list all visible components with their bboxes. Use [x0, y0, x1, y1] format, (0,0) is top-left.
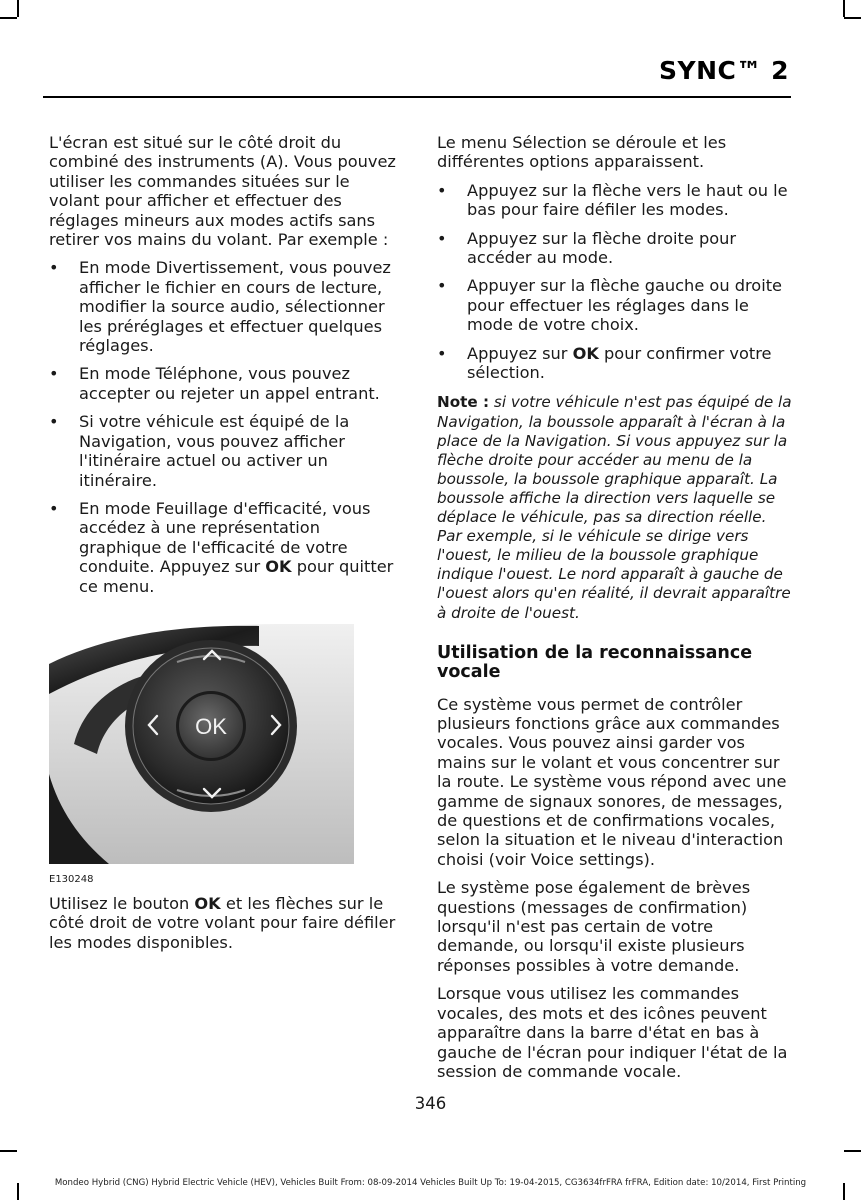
page-number: 346	[414, 1094, 447, 1113]
crop-mark-top-left-v	[17, 0, 19, 17]
menu-intro-paragraph: Le menu Sélection se déroule et les différentes options apparaissent.	[437, 133, 727, 172]
note-paragraph	[437, 393, 792, 622]
page-footer: Mondeo Hybrid (CNG) Hybrid Electric Vehicle (HEV), Vehicles Built From: 08-09-2014 Vehicles Built Up To: 19-04-2015, CG3634frFRA frFRA, Edition date: 10/2014, First Printing	[54, 1178, 807, 1188]
bullet-marker: •	[49, 412, 59, 432]
list-item	[49, 258, 402, 355]
list-item-text: Si votre véhicule est équipé de la Navigation, vous pouvez afficher l'itinéraire actuel ou activer un itinéraire.	[79, 412, 350, 490]
list-item	[437, 229, 792, 268]
note-text: si votre véhicule n'est pas équipé de la Navigation, la boussole apparaît à l'écran à la place de la Navigation. Si vous appuyez sur la flèche droite pour accéder au menu de la boussole, la boussole graphique apparaît. La boussole affiche la direction vers laquelle se déplace le véhicule, pas sa direction réelle. Par exemple, si le véhicule se dirige vers l'ouest, le milieu de la boussole graphique indique l'ouest. Le nord apparaît à gauche de l'ouest alors qu'en réalité, il devrait apparaître à droite de l'ouest.	[437, 393, 792, 622]
list-item	[437, 344, 792, 383]
list-item	[437, 276, 792, 334]
crop-mark-top-right-h	[844, 17, 861, 19]
ok-keyword: OK	[194, 893, 221, 913]
bullet-marker: •	[437, 180, 447, 200]
left-bullet-list	[49, 258, 402, 596]
list-item-text-before: En mode Feuillage d'efficacité, vous accédez à une représentation graphique de l'efficacité de votre conduite. Appuyez sur	[79, 498, 371, 577]
intro-paragraph: L'écran est situé sur le côté droit du combiné des instruments (A). Vous pouvez utiliser les commandes situées sur le volant pour afficher et effectuer des réglages mineurs aux modes actifs sans retirer vos mains du volant. Par exemple :	[49, 133, 396, 250]
list-item-text: Appuyez sur la flèche droite pour accéder au mode.	[467, 228, 737, 268]
list-item-text: En mode Téléphone, vous pouvez accepter ou rejeter un appel entrant.	[79, 364, 380, 403]
figure-caption: E130248	[49, 873, 94, 885]
list-item-text-after: pour confirmer votre sélection.	[467, 343, 772, 383]
list-item	[49, 364, 402, 403]
crop-mark-top-right-v	[843, 0, 845, 17]
section-heading: Utilisation de la reconnaissance vocale	[437, 642, 753, 683]
voice-paragraph: Ce système vous permet de contrôler plusieurs fonctions grâce aux commandes vocales. Vous pouvez ainsi garder vos mains sur le volant et vous concentrer sur la route. Le système vous répond avec une gamme de signaux sonores, de messages, de questions et de confirmations vocales, selon la situation et le niveau d'interaction choisi (voir Voice settings).	[437, 694, 787, 869]
list-item-text: En mode Divertissement, vous pouvez afficher le fichier en cours de lecture, modifier la source audio, sélectionner les préréglages et effectuer quelques réglages.	[79, 258, 391, 356]
bullet-marker: •	[437, 343, 447, 363]
left-column	[49, 133, 402, 961]
ok-keyword: OK	[572, 343, 599, 363]
ok-keyword: OK	[265, 557, 292, 577]
list-item-text-after: pour quitter ce menu.	[79, 557, 394, 596]
right-bullet-list	[437, 181, 792, 383]
crop-mark-bottom-left-h	[0, 1150, 17, 1152]
paragraph-text-after: et les flèches sur le côté droit de votre volant pour faire défiler les modes disponibles.	[49, 893, 396, 952]
steering-wheel-controls-illustration	[49, 624, 354, 864]
crop-mark-bottom-right-h	[844, 1150, 861, 1152]
bullet-marker: •	[49, 498, 59, 518]
bullet-marker: •	[49, 258, 59, 278]
bullet-marker: •	[437, 276, 447, 296]
list-item-text-before: Appuyez sur	[467, 343, 573, 363]
after-figure-paragraph	[49, 894, 402, 952]
list-item	[49, 412, 402, 490]
crop-mark-top-left-h	[0, 17, 17, 19]
ok-button-label: OK	[195, 713, 227, 739]
list-item-text: Appuyer sur la flèche gauche ou droite pour effectuer les réglages dans le mode de votre choix.	[467, 276, 783, 335]
list-item	[437, 181, 792, 220]
right-column	[437, 133, 792, 1090]
list-item	[49, 499, 402, 596]
list-item-text: Appuyez sur la flèche vers le haut ou le bas pour faire défiler les modes.	[467, 180, 788, 220]
bullet-marker: •	[437, 228, 447, 248]
bullet-marker: •	[49, 364, 59, 384]
page-header-title: SYNC™ 2	[659, 56, 789, 85]
paragraph-text-before: Utilisez le bouton	[49, 893, 195, 913]
voice-paragraph: Le système pose également de brèves questions (messages de confirmation) lorsqu'il n'est pas certain de votre demande, ou lorsqu'il existe plusieurs réponses possibles à votre demande.	[437, 878, 751, 975]
header-divider	[43, 96, 791, 98]
voice-paragraph: Lorsque vous utilisez les commandes vocales, des mots et des icônes peuvent apparaître dans la barre d'état en bas à gauche de l'écran pour indiquer l'état de la session de commande vocale.	[437, 984, 788, 1081]
note-label: Note :	[437, 393, 490, 412]
steering-wheel-controls-figure	[49, 624, 354, 872]
